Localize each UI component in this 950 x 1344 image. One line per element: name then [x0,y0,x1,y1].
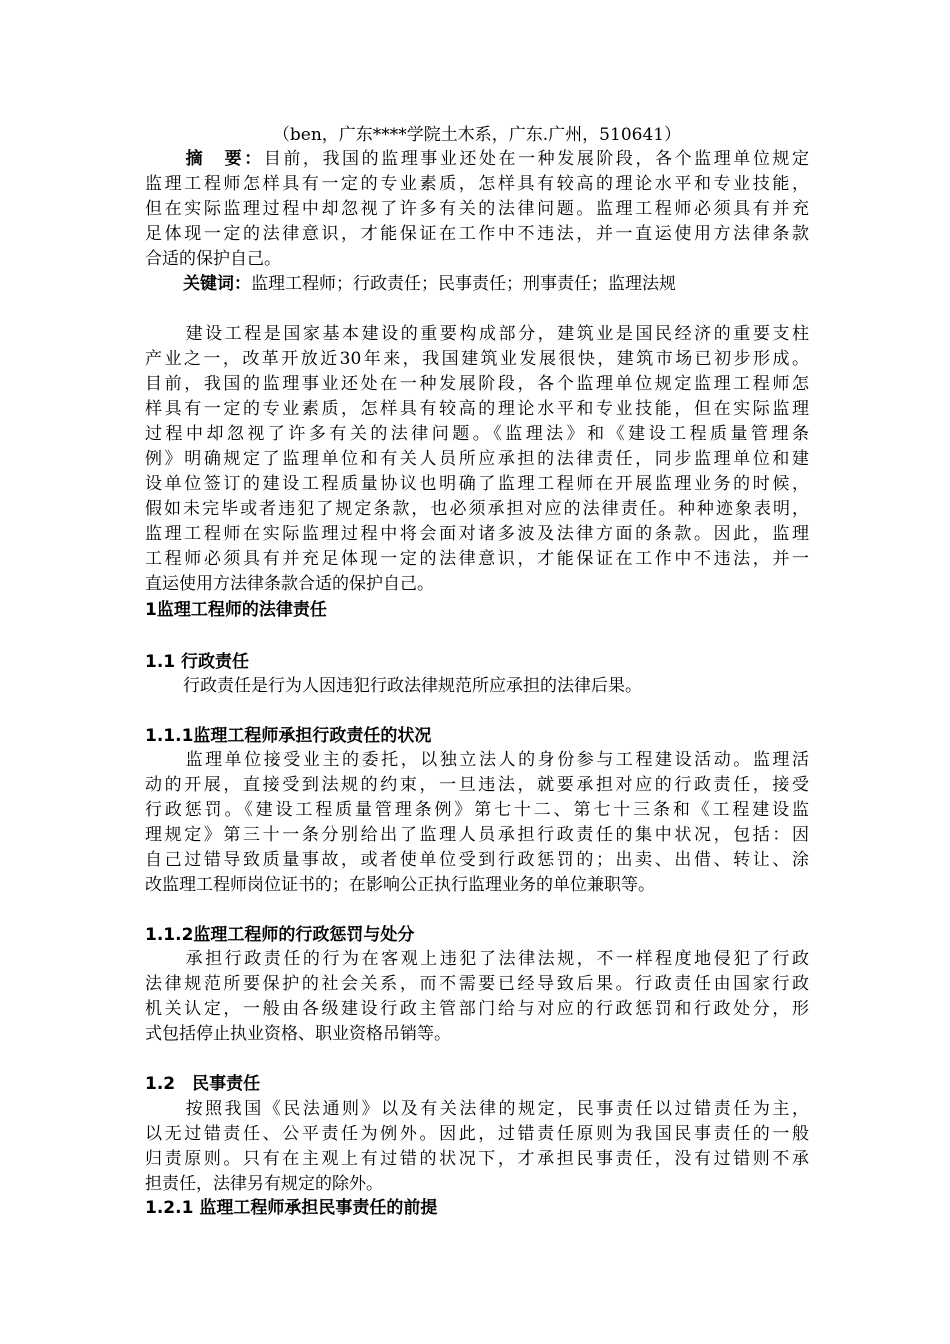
intro-line: 过程中却忽视了许多有关的法律问题。《监理法》和《建设工程质量管理条 [145,424,809,444]
paragraph-line: 按照我国《民法通则》以及有关法律的规定，民事责任以过错责任为主， [183,1099,809,1119]
paragraph-line: 担责任，法律另有规定的除外。 [145,1174,383,1194]
paragraph-line: 机关认定，一般由各级建设行政主管部门给与对应的行政惩罚和行政处分，形 [145,999,809,1019]
abstract-label: 摘 要： [183,149,264,169]
abstract-line: 监理工程师怎样具有一定的专业素质，怎样具有较高的理论水平和专业技能， [145,174,809,194]
intro-line: 产业之一，改革开放近30年来，我国建筑业发展很快，建筑市场已初步形成。 [145,349,809,369]
section-heading-1-1-2: 1.1.2监理工程师的行政惩罚与处分 [145,925,415,945]
paragraph-line: 法律规范所要保护的社会关系，而不需要已经导致后果。行政责任由国家行政 [145,974,809,994]
paragraph-line: 以无过错责任、公平责任为例外。因此，过错责任原则为我国民事责任的一般 [145,1124,809,1144]
abstract-line: 但在实际监理过程中却忽视了许多有关的法律问题。监理工程师必须具有并充 [145,199,809,219]
paragraph-line: 行政惩罚。《建设工程质量管理条例》第七十二、第七十三条和《工程建设监 [145,800,809,820]
section-heading-1-2: 1.2 民事责任 [145,1074,261,1094]
paragraph-line: 监理单位接受业主的委托，以独立法人的身份参与工程建设活动。监理活 [183,750,809,770]
author-affiliation: （ben，广东****学院土木系，广东.广州，510641） [272,125,682,145]
abstract-line: 合适的保护自己。 [145,249,281,269]
paragraph-line: 归责原则。只有在主观上有过错的状况下，才承担民事责任，没有过错则不承 [145,1149,809,1169]
intro-line: 直运使用方法律条款合适的保护自己。 [145,574,434,594]
section-heading-1-1-1: 1.1.1监理工程师承担行政责任的状况 [145,726,432,746]
paragraph-line: 式包括停止执业资格、职业资格吊销等。 [145,1024,451,1044]
paragraph-line: 理规定》第三十一条分别给出了监理人员承担行政责任的集中状况，包括：因 [145,825,809,845]
paragraph-line: 动的开展，直接受到法规的约束，一旦违法，就要承担对应的行政责任，接受 [145,775,809,795]
intro-line: 假如未完毕或者违犯了规定条款，也必须承担对应的法律责任。种种迹象表明， [145,499,809,519]
keywords-text: 监理工程师；行政责任；民事责任；刑事责任；监理法规 [251,274,676,294]
paragraph-line: 自己过错导致质量事故，或者使单位受到行政惩罚的；出卖、出借、转让、涂 [145,850,809,870]
paragraph-line: 承担行政责任的行为在客观上违犯了法律法规，不一样程度地侵犯了行政 [183,949,809,969]
intro-line: 例》明确规定了监理单位和有关人员所应承担的法律责任，同步监理单位和建 [145,449,809,469]
abstract-line: 摘 要：目前，我国的监理事业还处在一种发展阶段，各个监理单位规定 [183,149,809,169]
keywords-label: 关键词： [183,274,251,294]
intro-line: 目前，我国的监理事业还处在一种发展阶段，各个监理单位规定监理工程师怎 [145,374,809,394]
intro-line: 监理工程师在实际监理过程中将会面对诸多波及法律方面的条款。因此，监理 [145,524,809,544]
keywords-line [145,272,676,296]
section-heading-1-2-1: 1.2.1 监理工程师承担民事责任的前提 [145,1198,438,1218]
paragraph-line: 行政责任是行为人因违犯行政法律规范所应承担的法律后果。 [183,676,642,696]
section-heading-1: 1监理工程师的法律责任 [145,600,327,620]
abstract-line: 足体现一定的法律意识，才能保证在工作中不违法，并一直运使用方法律条款 [145,224,809,244]
section-heading-1-1: 1.1 行政责任 [145,652,250,672]
intro-line: 建设工程是国家基本建设的重要构成部分，建筑业是国民经济的重要支柱 [183,324,809,344]
intro-line: 工程师必须具有并充足体现一定的法律意识，才能保证在工作中不违法，并一 [145,549,809,569]
intro-line: 设单位签订的建设工程质量协议也明确了监理工程师在开展监理业务的时候， [145,474,809,494]
paragraph-line: 改监理工程师岗位证书的；在影响公正执行监理业务的单位兼职等。 [145,875,655,895]
intro-line: 样具有一定的专业素质，怎样具有较高的理论水平和专业技能，但在实际监理 [145,399,809,419]
